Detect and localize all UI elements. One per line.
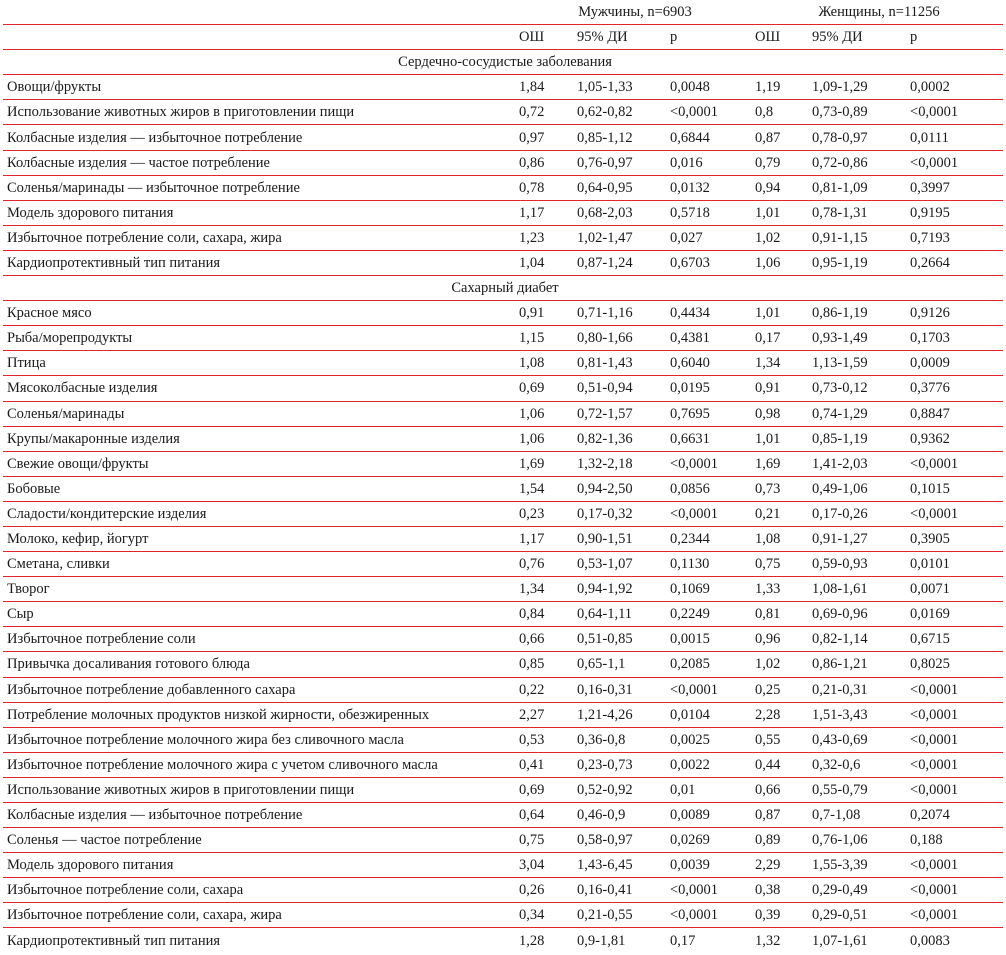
cell-or-women: 1,01 (751, 301, 808, 326)
header-row-groups (3, 0, 1003, 25)
section-header-row (3, 50, 1003, 75)
cell-ci-men: 0,46-0,9 (573, 803, 666, 828)
cell-p-men: 0,0104 (666, 702, 751, 727)
cell-or-men: 0,41 (515, 752, 573, 777)
cell-or-women: 1,33 (751, 577, 808, 602)
cell-ci-men: 0,51-0,85 (573, 627, 666, 652)
cell-ci-men: 0,82-1,36 (573, 426, 666, 451)
table-row (3, 752, 1003, 777)
cell-ci-women: 0,32-0,6 (808, 752, 906, 777)
cell-or-women: 0,94 (751, 175, 808, 200)
table-row (3, 803, 1003, 828)
cell-or-women: 0,17 (751, 326, 808, 351)
cell-ci-men: 1,21-4,26 (573, 702, 666, 727)
cell-or-men: 0,23 (515, 501, 573, 526)
cell-or-men: 1,54 (515, 476, 573, 501)
cell-p-women: 0,0071 (906, 577, 1003, 602)
cell-p-women: <0,0001 (906, 777, 1003, 802)
row-label: Модель здорового питания (3, 853, 515, 878)
row-label: Использование животных жиров в приготовлении пищи (3, 777, 515, 802)
cell-or-women: 0,87 (751, 125, 808, 150)
cell-p-men: 0,0039 (666, 853, 751, 878)
cell-or-women: 1,06 (751, 250, 808, 275)
row-label: Кардиопротективный тип питания (3, 250, 515, 275)
cell-p-women: 0,8847 (906, 401, 1003, 426)
col-header-ci-men: 95% ДИ (573, 25, 666, 50)
cell-ci-women: 0,86-1,19 (808, 301, 906, 326)
cell-ci-women: 1,09-1,29 (808, 75, 906, 100)
cell-p-men: <0,0001 (666, 100, 751, 125)
cell-or-women: 1,02 (751, 225, 808, 250)
cell-ci-men: 0,72-1,57 (573, 401, 666, 426)
row-label: Крупы/макаронные изделия (3, 426, 515, 451)
cell-ci-men: 0,81-1,43 (573, 351, 666, 376)
cell-or-men: 1,15 (515, 326, 573, 351)
cell-ci-men: 1,02-1,47 (573, 225, 666, 250)
cell-ci-women: 0,74-1,29 (808, 401, 906, 426)
cell-ci-women: 0,73-0,12 (808, 376, 906, 401)
cell-p-women: 0,188 (906, 828, 1003, 853)
cell-ci-men: 0,80-1,66 (573, 326, 666, 351)
cell-p-women: <0,0001 (906, 727, 1003, 752)
cell-p-men: 0,4381 (666, 326, 751, 351)
cell-p-women: 0,7193 (906, 225, 1003, 250)
cell-p-women: 0,0101 (906, 552, 1003, 577)
cell-p-men: 0,6631 (666, 426, 751, 451)
cell-ci-men: 0,85-1,12 (573, 125, 666, 150)
cell-ci-women: 0,93-1,49 (808, 326, 906, 351)
cell-p-men: 0,1130 (666, 552, 751, 577)
cell-or-men: 3,04 (515, 853, 573, 878)
cell-p-men: 0,5718 (666, 200, 751, 225)
cell-ci-women: 0,86-1,21 (808, 652, 906, 677)
cell-ci-men: 0,16-0,31 (573, 677, 666, 702)
table-row (3, 150, 1003, 175)
cell-ci-men: 0,53-1,07 (573, 552, 666, 577)
cell-p-men: 0,01 (666, 777, 751, 802)
cell-ci-women: 0,59-0,93 (808, 552, 906, 577)
cell-ci-women: 0,7-1,08 (808, 803, 906, 828)
cell-ci-women: 1,13-1,59 (808, 351, 906, 376)
header-blank (3, 0, 515, 25)
row-label: Колбасные изделия — частое потребление (3, 150, 515, 175)
cell-p-men: 0,17 (670, 932, 696, 949)
section-header-row (3, 276, 1003, 301)
section-title: Сахарный диабет (3, 276, 1003, 301)
table-row (3, 828, 1003, 853)
table-row (3, 376, 1003, 401)
cell-p-men: 0,6844 (666, 125, 751, 150)
table-row (3, 727, 1003, 752)
section-title: Сердечно-сосудистые заболевания (3, 50, 1003, 75)
row-label: Избыточное потребление соли, сахара (3, 878, 515, 903)
cell-ci-men: 1,32-2,18 (573, 451, 666, 476)
cell-ci-men: 0,9-1,81 (577, 932, 626, 949)
cell-ci-women: 0,69-0,96 (808, 602, 906, 627)
cell-p-men: 0,2344 (666, 526, 751, 551)
cell-or-women: 0,73 (751, 476, 808, 501)
cell-p-women: 0,8025 (906, 652, 1003, 677)
cell-p-men: 0,2085 (666, 652, 751, 677)
col-header-or-men: ОШ (515, 25, 573, 50)
cell-ci-men: 0,68-2,03 (573, 200, 666, 225)
table-row (3, 577, 1003, 602)
cell-or-men: 1,17 (515, 200, 573, 225)
cell-ci-men: 0,62-0,82 (573, 100, 666, 125)
row-label: Овощи/фрукты (3, 75, 515, 100)
table-row (3, 652, 1003, 677)
cell-or-women: 0,96 (751, 627, 808, 652)
cell-ci-women: 0,81-1,09 (808, 175, 906, 200)
cell-p-men: 0,1069 (666, 577, 751, 602)
cell-p-men: 0,2249 (666, 602, 751, 627)
cell-p-men: 0,0022 (666, 752, 751, 777)
cell-or-men: 0,69 (515, 376, 573, 401)
cell-or-men: 0,76 (515, 552, 573, 577)
table-row (3, 351, 1003, 376)
row-label: Молоко, кефир, йогурт (3, 526, 515, 551)
cell-or-men: 0,86 (515, 150, 573, 175)
cell-or-women: 1,19 (751, 75, 808, 100)
row-label: Колбасные изделия — избыточное потребление (3, 125, 515, 150)
cell-ci-women: 0,49-1,06 (808, 476, 906, 501)
cell-or-men: 2,27 (515, 702, 573, 727)
cell-ci-men: 0,71-1,16 (573, 301, 666, 326)
row-label: Кардиопротективный тип питания (7, 932, 221, 949)
cell-ci-women: 0,72-0,86 (808, 150, 906, 175)
cell-ci-women: 0,85-1,19 (808, 426, 906, 451)
cell-ci-men: 0,21-0,55 (573, 903, 666, 928)
cell-or-women: 0,89 (751, 828, 808, 853)
cell-or-men: 1,04 (515, 250, 573, 275)
cell-or-women: 0,39 (751, 903, 808, 928)
cell-ci-men: 0,64-1,11 (573, 602, 666, 627)
cell-ci-men: 0,36-0,8 (573, 727, 666, 752)
cell-or-women: 0,55 (751, 727, 808, 752)
cell-ci-women: 0,73-0,89 (808, 100, 906, 125)
table-row (3, 326, 1003, 351)
cell-or-women: 0,91 (751, 376, 808, 401)
row-label: Колбасные изделия — избыточное потребление (3, 803, 515, 828)
cell-p-men: <0,0001 (666, 903, 751, 928)
cell-p-women: 0,2664 (906, 250, 1003, 275)
table-row (3, 401, 1003, 426)
table-row (3, 878, 1003, 903)
cell-p-women: <0,0001 (906, 677, 1003, 702)
cell-or-women: 0,79 (751, 150, 808, 175)
cell-p-men: <0,0001 (666, 878, 751, 903)
row-label: Сметана, сливки (3, 552, 515, 577)
cell-or-women: 1,01 (751, 426, 808, 451)
cell-ci-women: 0,29-0,49 (808, 878, 906, 903)
cell-p-women: 0,0111 (906, 125, 1003, 150)
row-label: Соленья/маринады — избыточное потребление (3, 175, 515, 200)
cell-ci-women: 0,82-1,14 (808, 627, 906, 652)
cell-ci-men: 0,58-0,97 (573, 828, 666, 853)
cell-ci-women: 1,41-2,03 (808, 451, 906, 476)
row-label: Избыточное потребление соли, сахара, жира (3, 903, 515, 928)
col-header-p-men: p (666, 25, 751, 50)
cell-p-women: 0,9195 (906, 200, 1003, 225)
cell-ci-women: 1,07-1,61 (812, 932, 868, 949)
header-women: Женщины, n=11256 (751, 0, 1003, 25)
cell-p-men: 0,0269 (666, 828, 751, 853)
cell-or-men: 0,97 (515, 125, 573, 150)
row-label: Использование животных жиров в приготовлении пищи (3, 100, 515, 125)
row-label: Бобовые (3, 476, 515, 501)
cell-p-men: 0,0015 (666, 627, 751, 652)
cell-p-women: 0,3776 (906, 376, 1003, 401)
cell-or-men: 0,78 (515, 175, 573, 200)
cell-p-women: 0,2074 (906, 803, 1003, 828)
cell-p-women: 0,1015 (906, 476, 1003, 501)
cell-or-women: 0,44 (751, 752, 808, 777)
cell-ci-men: 0,90-1,51 (573, 526, 666, 551)
header-row-columns (3, 25, 1003, 50)
cell-ci-women: 0,95-1,19 (808, 250, 906, 275)
cell-p-women: <0,0001 (906, 501, 1003, 526)
row-label: Потребление молочных продуктов низкой жирности, обезжиренных (3, 702, 515, 727)
row-label: Красное мясо (3, 301, 515, 326)
table-row (3, 200, 1003, 225)
cell-p-men: <0,0001 (666, 451, 751, 476)
cell-or-men: 0,64 (515, 803, 573, 828)
cell-p-men: 0,0195 (666, 376, 751, 401)
cell-or-women: 1,08 (751, 526, 808, 551)
cell-ci-men: 0,87-1,24 (573, 250, 666, 275)
cell-ci-men: 0,94-1,92 (573, 577, 666, 602)
cell-or-women: 0,66 (751, 777, 808, 802)
cell-ci-men: 0,51-0,94 (573, 376, 666, 401)
table-row (3, 175, 1003, 200)
row-label: Сыр (3, 602, 515, 627)
col-header-or-women: ОШ (751, 25, 808, 50)
row-label: Сладости/кондитерские изделия (3, 501, 515, 526)
cell-p-men: 0,7695 (666, 401, 751, 426)
cell-ci-women: 0,76-1,06 (808, 828, 906, 853)
row-label: Избыточное потребление соли (3, 627, 515, 652)
cell-p-women: <0,0001 (906, 451, 1003, 476)
row-label: Свежие овощи/фрукты (3, 451, 515, 476)
cell-or-women: 1,69 (751, 451, 808, 476)
cell-ci-women: 0,17-0,26 (808, 501, 906, 526)
cell-or-women: 2,28 (751, 702, 808, 727)
cell-p-women: 0,3905 (906, 526, 1003, 551)
cell-p-men: <0,0001 (666, 677, 751, 702)
cell-p-women: <0,0001 (906, 100, 1003, 125)
cell-or-men: 1,06 (515, 426, 573, 451)
cell-ci-women: 1,51-3,43 (808, 702, 906, 727)
cell-or-men: 0,69 (515, 777, 573, 802)
row-label: Птица (3, 351, 515, 376)
row-label: Избыточное потребление молочного жира без сливочного масла (3, 727, 515, 752)
row-label: Избыточное потребление молочного жира с учетом сливочного масла (3, 752, 515, 777)
cell-or-women: 1,02 (751, 652, 808, 677)
cell-p-women: <0,0001 (906, 903, 1003, 928)
cell-or-women: 0,81 (751, 602, 808, 627)
cell-or-men: 0,84 (515, 602, 573, 627)
cell-ci-women: 0,55-0,79 (808, 777, 906, 802)
cell-p-men: 0,0856 (666, 476, 751, 501)
cell-or-women: 1,32 (755, 932, 781, 949)
cell-ci-men: 0,23-0,73 (573, 752, 666, 777)
cell-or-women: 0,21 (751, 501, 808, 526)
cell-p-men: 0,6040 (666, 351, 751, 376)
cell-ci-women: 0,91-1,27 (808, 526, 906, 551)
row-label: Избыточное потребление соли, сахара, жира (3, 225, 515, 250)
cell-p-men: 0,0132 (666, 175, 751, 200)
table-row (3, 928, 1003, 953)
cell-or-men: 0,22 (515, 677, 573, 702)
cell-p-women: 0,3997 (906, 175, 1003, 200)
cell-ci-women: 0,91-1,15 (808, 225, 906, 250)
cell-or-women: 0,38 (751, 878, 808, 903)
results-table (3, 0, 1003, 953)
cell-or-men: 1,69 (515, 451, 573, 476)
table-row (3, 501, 1003, 526)
cell-p-women: 0,0009 (906, 351, 1003, 376)
cell-ci-women: 0,78-1,31 (808, 200, 906, 225)
row-label: Соленья/маринады (3, 401, 515, 426)
table-row (3, 602, 1003, 627)
row-label: Рыба/морепродукты (3, 326, 515, 351)
cell-ci-women: 0,78-0,97 (808, 125, 906, 150)
cell-or-women: 1,34 (751, 351, 808, 376)
cell-ci-men: 0,94-2,50 (573, 476, 666, 501)
cell-or-men: 0,75 (515, 828, 573, 853)
cell-p-women: 0,9362 (906, 426, 1003, 451)
table-row (3, 853, 1003, 878)
table-row (3, 75, 1003, 100)
cell-ci-men: 1,43-6,45 (573, 853, 666, 878)
cell-or-men: 1,23 (515, 225, 573, 250)
cell-or-men: 0,53 (515, 727, 573, 752)
cell-p-men: 0,0025 (666, 727, 751, 752)
cell-p-women: <0,0001 (906, 878, 1003, 903)
cell-or-men: 1,17 (515, 526, 573, 551)
cell-or-men: 0,91 (515, 301, 573, 326)
cell-ci-women: 0,29-0,51 (808, 903, 906, 928)
cell-or-women: 2,29 (751, 853, 808, 878)
table-row (3, 301, 1003, 326)
cell-p-men: 0,6703 (666, 250, 751, 275)
row-label: Мясоколбасные изделия (3, 376, 515, 401)
table-row (3, 526, 1003, 551)
cell-or-men: 1,06 (515, 401, 573, 426)
row-label: Модель здорового питания (3, 200, 515, 225)
cell-or-women: 1,01 (751, 200, 808, 225)
table-row (3, 250, 1003, 275)
cell-ci-men: 0,16-0,41 (573, 878, 666, 903)
row-label: Творог (3, 577, 515, 602)
cell-p-men: 0,027 (666, 225, 751, 250)
cell-p-women: 0,0169 (906, 602, 1003, 627)
cell-p-women: <0,0001 (906, 150, 1003, 175)
table-row (3, 125, 1003, 150)
cell-p-women: 0,1703 (906, 326, 1003, 351)
cell-or-women: 0,25 (751, 677, 808, 702)
cell-or-women: 0,98 (751, 401, 808, 426)
cell-ci-men: 0,64-0,95 (573, 175, 666, 200)
table-row (3, 426, 1003, 451)
table-row (3, 903, 1003, 928)
table-row (3, 476, 1003, 501)
cell-or-men: 1,28 (519, 932, 545, 949)
cell-ci-men: 0,65-1,1 (573, 652, 666, 677)
cell-ci-men: 0,76-0,97 (573, 150, 666, 175)
cell-ci-men: 0,17-0,32 (573, 501, 666, 526)
cell-ci-women: 1,55-3,39 (808, 853, 906, 878)
cell-p-men: 0,016 (666, 150, 751, 175)
col-header-ci-women: 95% ДИ (808, 25, 906, 50)
header-men: Мужчины, n=6903 (515, 0, 751, 25)
cell-or-women: 0,75 (751, 552, 808, 577)
cell-p-women: 0,9126 (906, 301, 1003, 326)
header-blank (3, 25, 515, 50)
cell-p-women: <0,0001 (906, 702, 1003, 727)
cell-or-men: 1,34 (515, 577, 573, 602)
cell-p-women: 0,0002 (906, 75, 1003, 100)
table-row (3, 627, 1003, 652)
table-row (3, 100, 1003, 125)
table-row (3, 225, 1003, 250)
row-label: Избыточное потребление добавленного сахара (3, 677, 515, 702)
cell-p-men: <0,0001 (666, 501, 751, 526)
cell-ci-women: 1,08-1,61 (808, 577, 906, 602)
cell-ci-men: 0,52-0,92 (573, 777, 666, 802)
cell-or-women: 0,8 (751, 100, 808, 125)
cell-or-men: 1,08 (515, 351, 573, 376)
col-header-p-women: p (906, 25, 1003, 50)
table-row (3, 552, 1003, 577)
cell-or-men: 1,84 (515, 75, 573, 100)
row-label: Соленья — частое потребление (3, 828, 515, 853)
cell-p-women: <0,0001 (906, 752, 1003, 777)
cell-p-women: 0,0083 (910, 932, 950, 949)
cell-or-men: 0,34 (515, 903, 573, 928)
cell-p-women: 0,6715 (906, 627, 1003, 652)
row-label: Привычка досаливания готового блюда (3, 652, 515, 677)
cell-p-men: 0,4434 (666, 301, 751, 326)
cell-p-women: <0,0001 (906, 853, 1003, 878)
cell-ci-women: 0,21-0,31 (808, 677, 906, 702)
cell-or-men: 0,72 (515, 100, 573, 125)
cell-p-men: 0,0048 (666, 75, 751, 100)
cell-ci-men: 1,05-1,33 (573, 75, 666, 100)
cell-or-men: 0,85 (515, 652, 573, 677)
table-row (3, 702, 1003, 727)
table-row (3, 677, 1003, 702)
table-row (3, 451, 1003, 476)
cell-ci-women: 0,43-0,69 (808, 727, 906, 752)
table-row (3, 777, 1003, 802)
cell-or-men: 0,26 (515, 878, 573, 903)
cell-p-men: 0,0089 (666, 803, 751, 828)
cell-or-men: 0,66 (515, 627, 573, 652)
cell-or-women: 0,87 (751, 803, 808, 828)
